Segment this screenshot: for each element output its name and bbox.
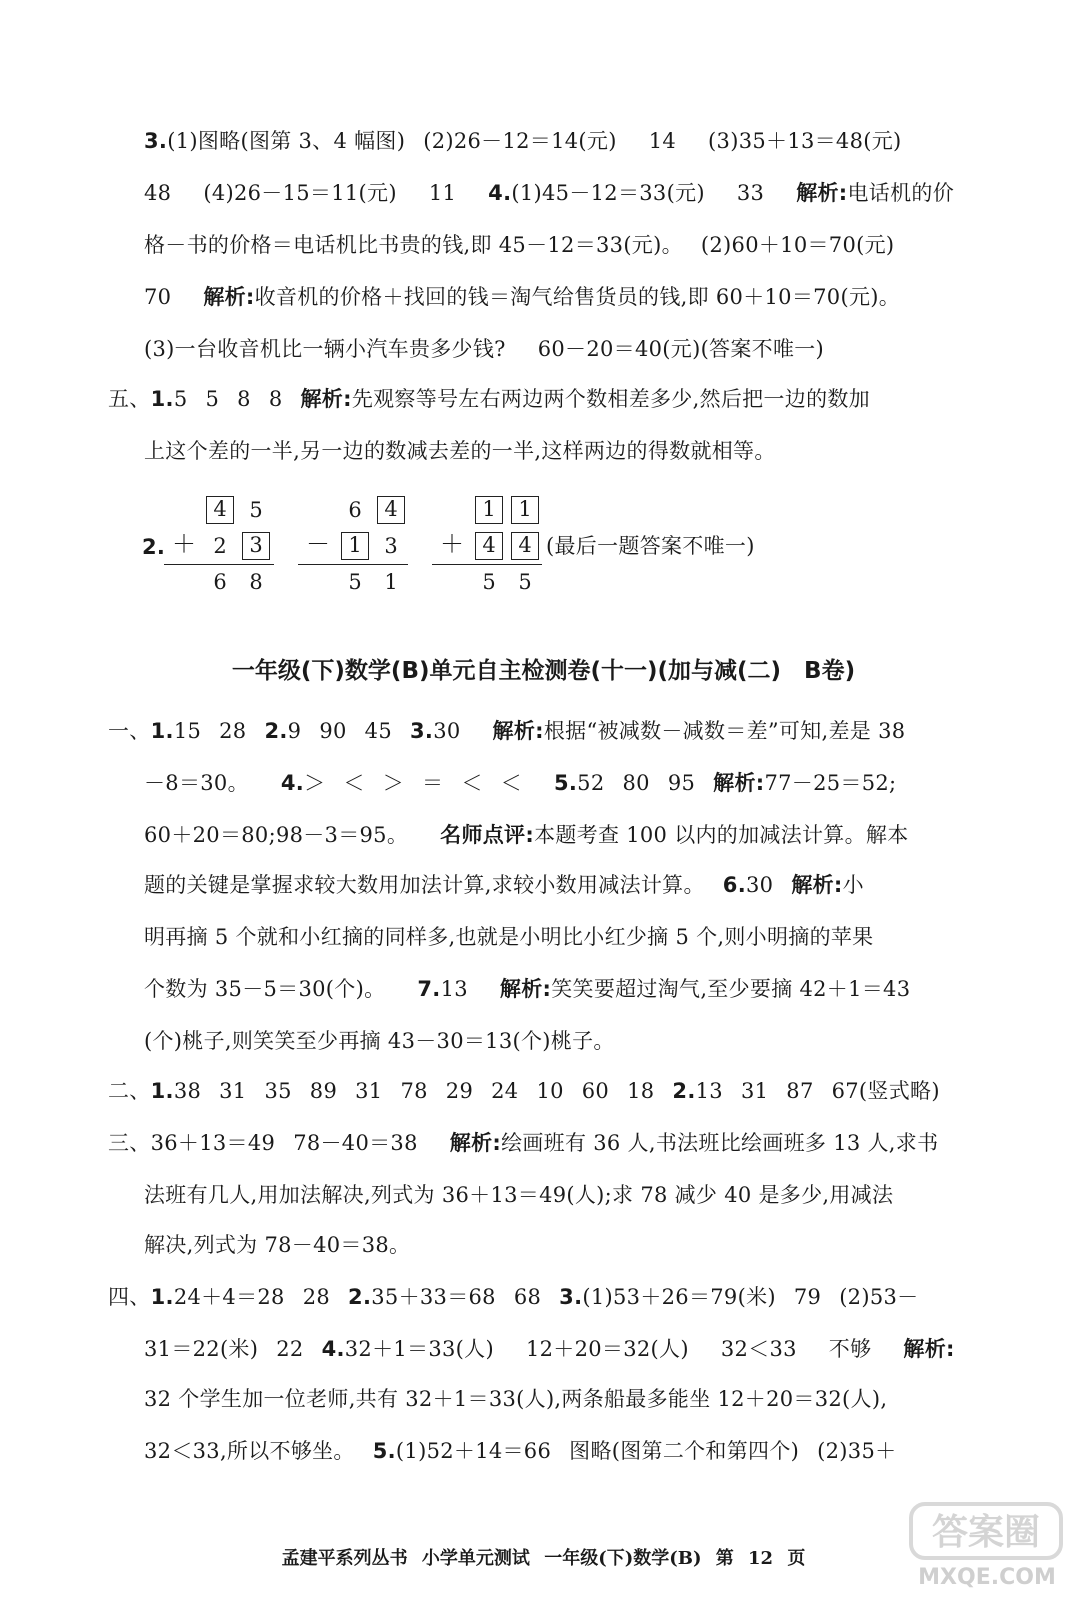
digit: 1 <box>384 570 398 594</box>
series-name: 孟建平系列丛书 <box>281 1548 408 1569</box>
answer-box: 1 <box>511 496 539 524</box>
answer-line: 3.(1)图略(图第 3、4 幅图) (2)26－12＝14(元) 14 (3)35＋13＝48(元) <box>144 129 902 153</box>
sum-line <box>164 564 274 565</box>
plus-sign: ＋ <box>440 530 464 558</box>
digit: 6 <box>348 498 362 522</box>
watermark-text: 答案圈 <box>931 1512 1041 1553</box>
watermark-logo <box>905 1500 1070 1592</box>
difference-line <box>298 564 408 565</box>
digit: 8 <box>249 570 263 594</box>
answer-line: 70 解析:收音机的价格＋找回的钱＝淘气给售货员的钱,即 60＋10＝70(元)。 <box>144 285 901 309</box>
answer-box: 1 <box>475 496 503 524</box>
question-number: 2. <box>142 535 166 559</box>
sum-line <box>432 564 542 565</box>
answer-line: －8＝30。 4.＞ ＜ ＞ ＝ ＜ ＜ 5.52 80 95 解析:77－25＝52; <box>144 771 897 795</box>
answer-line: (个)桃子,则笑笑至少再摘 43－30＝13(个)桃子。 <box>144 1029 615 1053</box>
answer-line: 个数为 35－5＝30(个)。 7.13 解析:笑笑要超过淘气,至少要摘 42＋1＝43 <box>144 977 911 1001</box>
answer-box: 1 <box>341 532 369 560</box>
book-name: 小学单元测试 <box>421 1548 530 1569</box>
answer-line: 三、36＋13＝49 78－40＝38 解析:绘画班有 36 人,书法班比绘画班多 13 人,求书 <box>108 1131 939 1155</box>
answer-box: 4 <box>206 496 234 524</box>
grade-subject: 一年级(下)数学(B) <box>544 1548 702 1569</box>
answer-line: 48 (4)26－15＝11(元) 11 4.(1)45－12＝33(元) 33 解析:电话机的价 <box>144 181 954 205</box>
answer-line: 二、1.38 31 35 89 31 78 29 24 10 60 18 2.13 31 87 67(竖式略) <box>108 1079 940 1103</box>
watermark-url: MXQE.COM <box>918 1565 1056 1590</box>
answer-box: 4 <box>377 496 405 524</box>
digit: 5 <box>348 570 362 594</box>
answer-box: 4 <box>475 532 503 560</box>
digit: 3 <box>384 534 398 558</box>
plus-sign: ＋ <box>172 530 196 558</box>
answer-line: 格－书的价格＝电话机比书贵的钱,即 45－12＝33(元)。 (2)60＋10＝70(元) <box>144 233 895 257</box>
answer-line: (3)一台收音机比一辆小汽车贵多少钱? 60－20＝40(元)(答案不唯一) <box>144 337 825 361</box>
digit: 5 <box>482 570 496 594</box>
minus-sign: － <box>306 530 330 558</box>
answer-line: 法班有几人,用加法解决,列式为 36＋13＝49(人);求 78 减少 40 是多少,用减法 <box>144 1183 894 1207</box>
answer-line: 五、1.5 5 8 8 解析:先观察等号左右两边两个数相差多少,然后把一边的数加 <box>108 387 870 411</box>
answer-line: 31＝22(米) 22 4.32＋1＝33(人) 12＋20＝32(人) 32＜33 不够 解析: <box>144 1337 955 1361</box>
answer-line: 解决,列式为 78－40＝38。 <box>144 1233 411 1257</box>
note: (最后一题答案不唯一) <box>546 534 755 558</box>
digit: 5 <box>518 570 532 594</box>
answer-line: 四、1.24＋4＝28 28 2.35＋33＝68 68 3.(1)53＋26＝79(米) 79 (2)53－ <box>108 1285 919 1309</box>
answer-line: 60＋20＝80;98－3＝95。 名师点评:本题考查 100 以内的加减法计算。解本 <box>144 823 909 847</box>
section-title: 一年级(下)数学(B)单元自主检测卷(十一)(加与减(二) B卷) <box>231 658 856 684</box>
answer-line: 32＜33,所以不够坐。 5.(1)52＋14＝66 图略(图第二个和第四个) (2)35＋ <box>144 1439 897 1463</box>
digit: 2 <box>213 534 227 558</box>
digit: 6 <box>213 570 227 594</box>
answer-box: 3 <box>242 532 270 560</box>
answer-line: 明再摘 5 个就和小红摘的同样多,也就是小明比小红少摘 5 个,则小明摘的苹果 <box>144 925 874 949</box>
answer-line: 上这个差的一半,另一边的数减去差的一半,这样两边的得数就相等。 <box>144 439 776 463</box>
answer-box: 4 <box>511 532 539 560</box>
answer-line: 32 个学生加一位老师,共有 32＋1＝33(人),两条船最多能坐 12＋20＝32(人), <box>144 1387 888 1411</box>
digit: 5 <box>249 498 263 522</box>
page-number: 第 12 页 <box>715 1548 806 1569</box>
answer-line: 一、1.15 28 2.9 90 45 3.30 解析:根据“被减数－减数＝差”可知,差是 38 <box>108 719 906 743</box>
answer-line: 题的关键是掌握求较大数用加法计算,求较小数用减法计算。 6.30 解析:小 <box>144 873 864 897</box>
